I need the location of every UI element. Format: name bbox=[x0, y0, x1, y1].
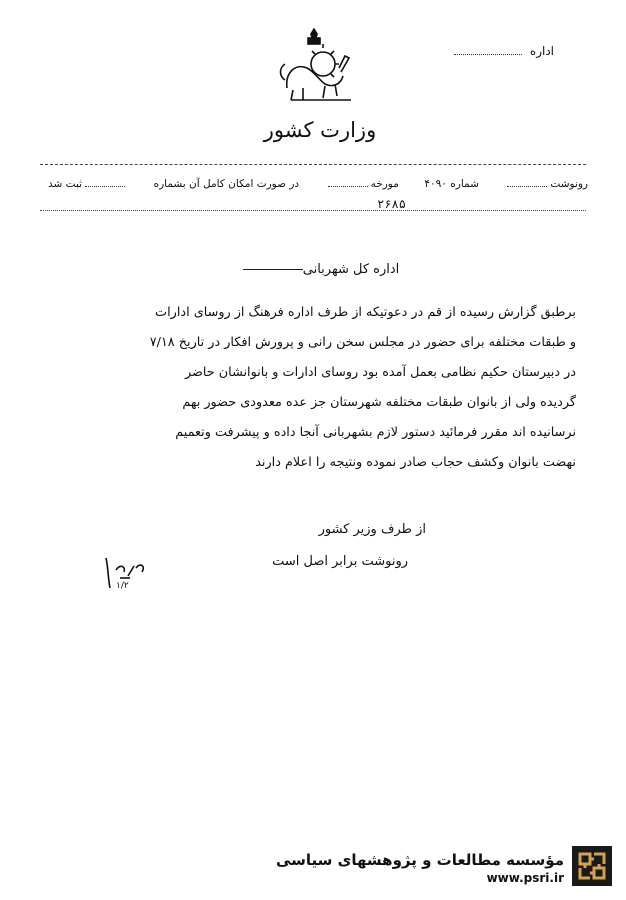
knot-logo-icon bbox=[572, 846, 612, 886]
number-field: شماره ۴۰۹۰ bbox=[424, 178, 479, 190]
department-field bbox=[454, 44, 554, 58]
letter-body bbox=[56, 298, 576, 478]
body-line: نهضت بانوان وکشف حجاب صادر نموده ونتیجه را اعلام دارند bbox=[255, 455, 576, 470]
written-field: رونوشت bbox=[504, 178, 588, 190]
header-rule bbox=[40, 164, 586, 165]
handwritten-initials bbox=[100, 552, 150, 592]
body-line: در دبیرستان حکیم نظامی بعمل آمده بود روسای ادارات و بانوانشان حاضر bbox=[184, 365, 576, 380]
addressee-line bbox=[200, 262, 440, 277]
date-field: مورخه bbox=[325, 178, 399, 190]
reference-rule bbox=[40, 210, 586, 211]
body-line: گردیده ولی از بانوان طبقات مختلفه شهرستان جز عده معدودی حضور بهم bbox=[182, 395, 576, 410]
full-ref-field: در صورت امکان کامل آن بشماره bbox=[153, 178, 300, 190]
reference-line bbox=[48, 178, 588, 190]
institute-name: مؤسسه مطالعات و پژوهشهای سیاسی bbox=[275, 851, 564, 869]
copy-certification: رونوشت برابر اصل است bbox=[272, 554, 408, 569]
registered-field: ثبت شد bbox=[48, 178, 128, 190]
department-blank bbox=[454, 54, 522, 55]
ministry-title: وزارت کشور bbox=[263, 118, 377, 142]
addressee: اداره کل شهربانی bbox=[302, 262, 400, 277]
department-label: اداره bbox=[529, 44, 554, 58]
registration-number: ۲۶۸۵ bbox=[377, 197, 406, 211]
closing-line: از طرف وزیر کشور bbox=[318, 522, 426, 537]
lion-and-sun-emblem bbox=[275, 28, 353, 104]
body-line: و طبقات مختلفه برای حضور در مجلس سخن رانی و پرورش افکار در تاریخ ۷/۱۸ bbox=[149, 335, 576, 350]
signature-mark: ۱/۲ bbox=[116, 581, 129, 591]
body-line: برطبق گزارش رسیده از قم در دعوتیکه از طرف اداره فرهنگ از روسای ادارات bbox=[155, 305, 576, 320]
institute-website[interactable]: www.psri.ir bbox=[486, 871, 564, 885]
body-line: نرسانیده اند مقرر فرمائید دستور لازم بشهربانی آنجا داده و پیشرفت وتعمیم bbox=[175, 425, 576, 440]
institute-logo bbox=[572, 846, 612, 886]
